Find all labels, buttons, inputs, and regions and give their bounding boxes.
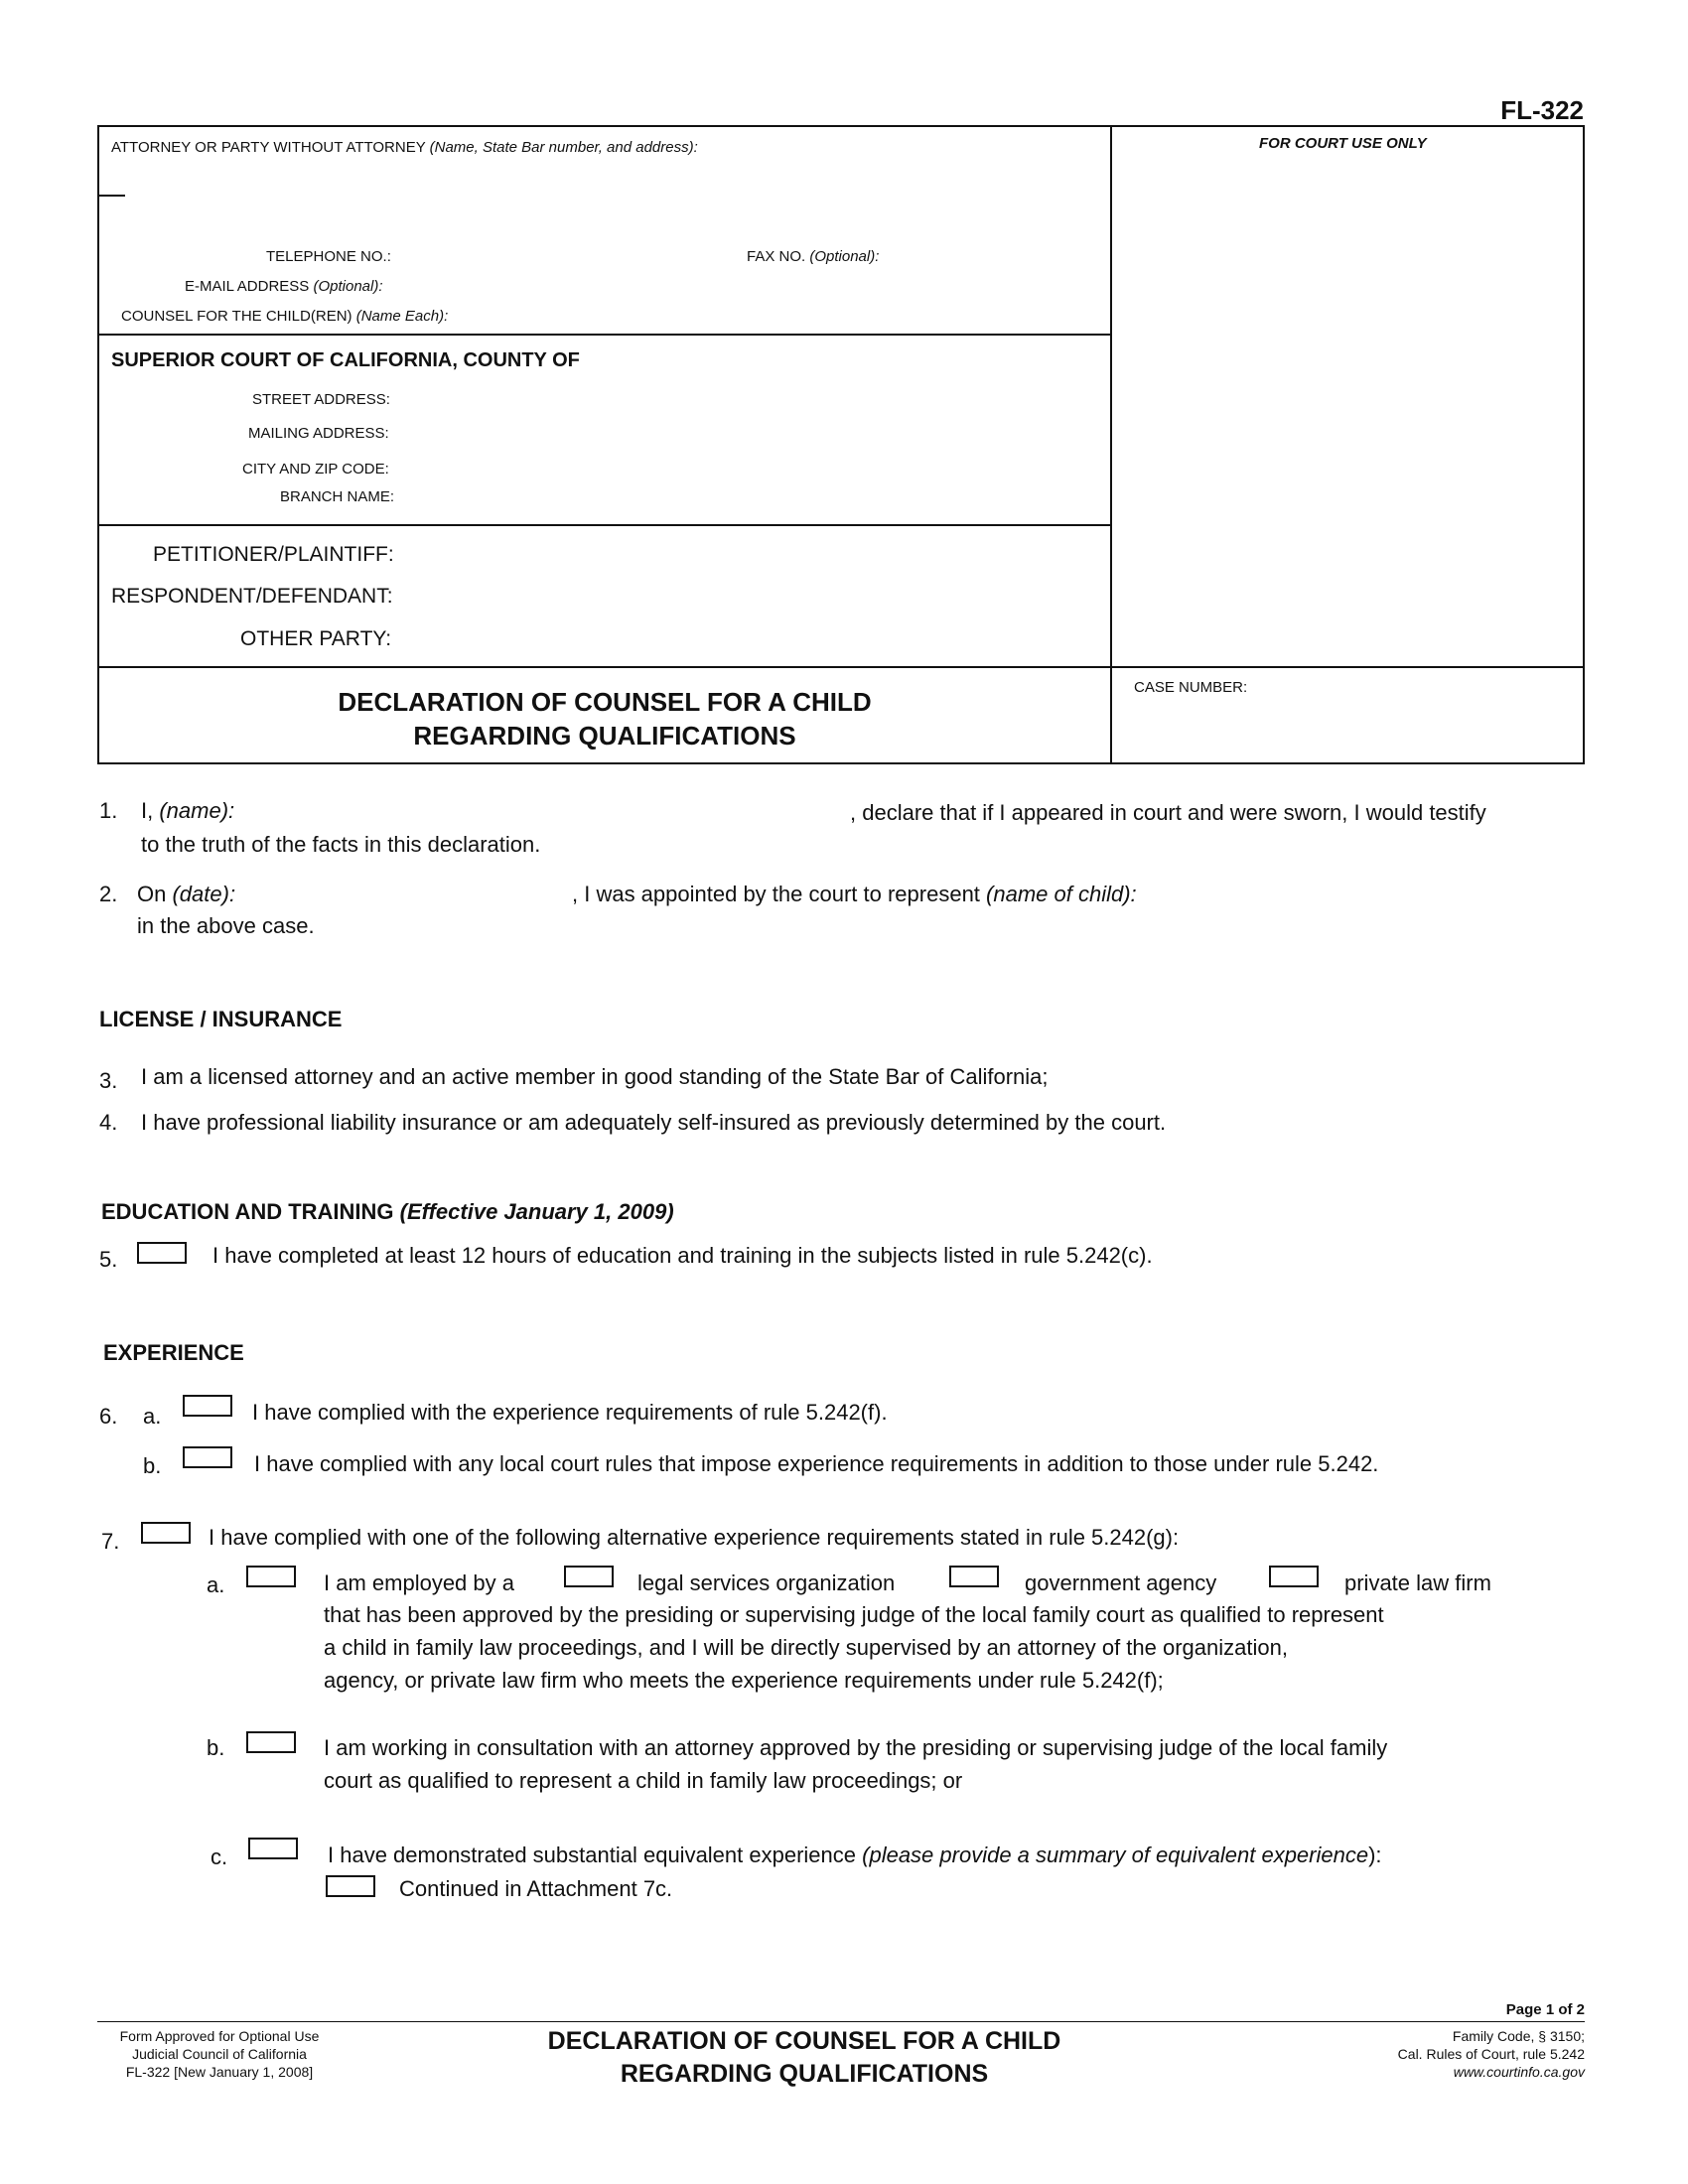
item-7b-letter: b. xyxy=(207,1735,225,1760)
item-7a-line3: a child in family law proceedings, and I will be directly supervised by an attorney of the organization, xyxy=(324,1635,1288,1660)
item-1-lead: I, (name): xyxy=(141,798,235,823)
license-heading: LICENSE / INSURANCE xyxy=(99,1007,343,1031)
item-2-lead: On (date): xyxy=(137,882,236,906)
attorney-label: ATTORNEY OR PARTY WITHOUT ATTORNEY (Name, State Bar number, and address): xyxy=(111,139,698,156)
mailing-address-label: MAILING ADDRESS: xyxy=(248,425,389,442)
footer-right: Family Code, § 3150; Cal. Rules of Court, rule 5.242 www.courtinfo.ca.gov xyxy=(1397,2028,1585,2080)
court-name: SUPERIOR COURT OF CALIFORNIA, COUNTY OF xyxy=(111,349,580,371)
mailing-address-input[interactable] xyxy=(409,421,1104,445)
government-agency-checkbox[interactable] xyxy=(949,1566,999,1587)
other-party-input[interactable] xyxy=(417,624,1102,652)
fax-input[interactable] xyxy=(900,244,1103,268)
item-7c-checkbox[interactable] xyxy=(248,1838,298,1859)
legal-services-label: legal services organization xyxy=(637,1570,896,1595)
child-name-input[interactable] xyxy=(1213,878,1581,907)
item-6-number: 6. xyxy=(99,1404,118,1429)
branch-name-label: BRANCH NAME: xyxy=(280,488,395,505)
item-2-text-cont: in the above case. xyxy=(137,913,315,938)
declarant-name-input[interactable] xyxy=(260,794,846,824)
counsel-label: COUNSEL FOR THE CHILD(REN) (Name Each): xyxy=(121,308,449,325)
street-address-input[interactable] xyxy=(409,387,1104,411)
item-7a-employed: I am employed by a xyxy=(324,1570,514,1595)
private-law-firm-checkbox[interactable] xyxy=(1269,1566,1319,1587)
item-6b-text: I have complied with any local court rules that impose experience requirements in addition to those under rule 5.242. xyxy=(254,1451,1379,1476)
street-address-label: STREET ADDRESS: xyxy=(252,391,390,408)
respondent-input[interactable] xyxy=(417,582,1102,610)
legal-services-checkbox[interactable] xyxy=(564,1566,614,1587)
email-input[interactable] xyxy=(409,274,1104,298)
caption-divider xyxy=(1110,125,1112,764)
item-2-text: , I was appointed by the court to represent (name of child): xyxy=(572,882,1137,906)
item-1-number: 1. xyxy=(99,798,118,823)
item-7c-text: I have demonstrated substantial equivalent experience (please provide a summary of equivalent experience): xyxy=(328,1843,1382,1867)
attorney-input[interactable] xyxy=(111,157,1104,246)
footer-rule xyxy=(97,2021,1585,2022)
courtinfo-link[interactable]: www.courtinfo.ca.gov xyxy=(1453,2064,1585,2080)
item-6a-checkbox[interactable] xyxy=(183,1395,232,1417)
item-6a-letter: a. xyxy=(143,1404,162,1429)
appointment-date-input[interactable] xyxy=(258,878,566,907)
form-title: DECLARATION OF COUNSEL FOR A CHILD REGARDING QUALIFICATIONS xyxy=(338,687,872,751)
item-7c-letter: c. xyxy=(211,1844,228,1869)
form-number: FL-322 xyxy=(1500,95,1584,125)
footer-title: DECLARATION OF COUNSEL FOR A CHILD REGARDING QUALIFICATIONS xyxy=(547,2027,1061,2088)
item-7a-letter: a. xyxy=(207,1572,225,1597)
divider-line xyxy=(97,334,1111,336)
item-1-text: , declare that if I appeared in court and were sworn, I would testify xyxy=(850,800,1486,825)
county-input[interactable] xyxy=(635,345,1102,373)
item-1-text-cont: to the truth of the facts in this declaration. xyxy=(141,832,541,857)
fax-label: FAX NO. (Optional): xyxy=(747,248,880,265)
attachment-7c-label: Continued in Attachment 7c. xyxy=(399,1876,673,1901)
case-number-input[interactable] xyxy=(1134,703,1571,752)
item-7-number: 7. xyxy=(101,1529,120,1554)
city-zip-label: CITY AND ZIP CODE: xyxy=(242,461,389,478)
experience-heading: EXPERIENCE xyxy=(103,1340,244,1365)
email-label: E-MAIL ADDRESS (Optional): xyxy=(185,278,383,295)
item-7a-line2: that has been approved by the presiding or supervising judge of the local family court as qualified to represent xyxy=(324,1602,1384,1627)
education-heading: EDUCATION AND TRAINING (Effective January 1, 2009) xyxy=(101,1199,674,1224)
divider-line xyxy=(97,666,1585,668)
item-3-text: I am a licensed attorney and an active member in good standing of the State Bar of California; xyxy=(141,1064,1049,1089)
petitioner-input[interactable] xyxy=(417,540,1102,568)
item-6b-checkbox[interactable] xyxy=(183,1446,232,1468)
telephone-label: TELEPHONE NO.: xyxy=(266,248,391,265)
footer-left: Form Approved for Optional Use Judicial Council of California FL-322 [New January 1, 2008] xyxy=(119,2028,320,2080)
respondent-label: RESPONDENT/DEFENDANT: xyxy=(111,585,393,608)
item-7-text: I have complied with one of the following alternative experience requirements stated in rule 5.242(g): xyxy=(209,1525,1180,1550)
other-party-label: OTHER PARTY: xyxy=(240,627,392,650)
item-5-number: 5. xyxy=(99,1247,118,1272)
court-use-label: FOR COURT USE ONLY xyxy=(1259,135,1427,152)
item-7b-checkbox[interactable] xyxy=(246,1731,296,1753)
case-number-label: CASE NUMBER: xyxy=(1134,679,1248,696)
government-agency-label: government agency xyxy=(1025,1570,1217,1595)
item-5-checkbox[interactable] xyxy=(137,1242,187,1264)
item-7a-line4: agency, or private law firm who meets the experience requirements under rule 5.242(f); xyxy=(324,1668,1164,1693)
item-7b-line2: court as qualified to represent a child in family law proceedings; or xyxy=(324,1768,963,1793)
item-6a-text: I have complied with the experience requirements of rule 5.242(f). xyxy=(252,1400,888,1425)
branch-name-input[interactable] xyxy=(409,484,1104,508)
item-3-number: 3. xyxy=(99,1068,118,1093)
item-7-checkbox[interactable] xyxy=(141,1522,191,1544)
item-7a-checkbox[interactable] xyxy=(246,1566,296,1587)
private-law-firm-label: private law firm xyxy=(1344,1570,1491,1595)
divider-line xyxy=(97,524,1111,526)
item-2-number: 2. xyxy=(99,882,118,906)
counsel-input[interactable] xyxy=(489,304,1104,328)
item-6b-letter: b. xyxy=(143,1453,162,1478)
city-zip-input[interactable] xyxy=(409,457,1104,480)
item-5-text: I have completed at least 12 hours of education and training in the subjects listed in rule 5.242(c). xyxy=(212,1243,1153,1268)
item-7b-line1: I am working in consultation with an attorney approved by the presiding or supervising judge of the local family xyxy=(324,1735,1388,1760)
petitioner-label: PETITIONER/PLAINTIFF: xyxy=(153,543,394,566)
telephone-input[interactable] xyxy=(409,244,737,268)
item-4-number: 4. xyxy=(99,1110,118,1135)
item-4-text: I have professional liability insurance or am adequately self-insured as previously determined by the court. xyxy=(141,1110,1167,1135)
attachment-7c-checkbox[interactable] xyxy=(326,1875,375,1897)
court-use-area xyxy=(1122,159,1574,655)
page-number: Page 1 of 2 xyxy=(1505,2001,1585,2018)
